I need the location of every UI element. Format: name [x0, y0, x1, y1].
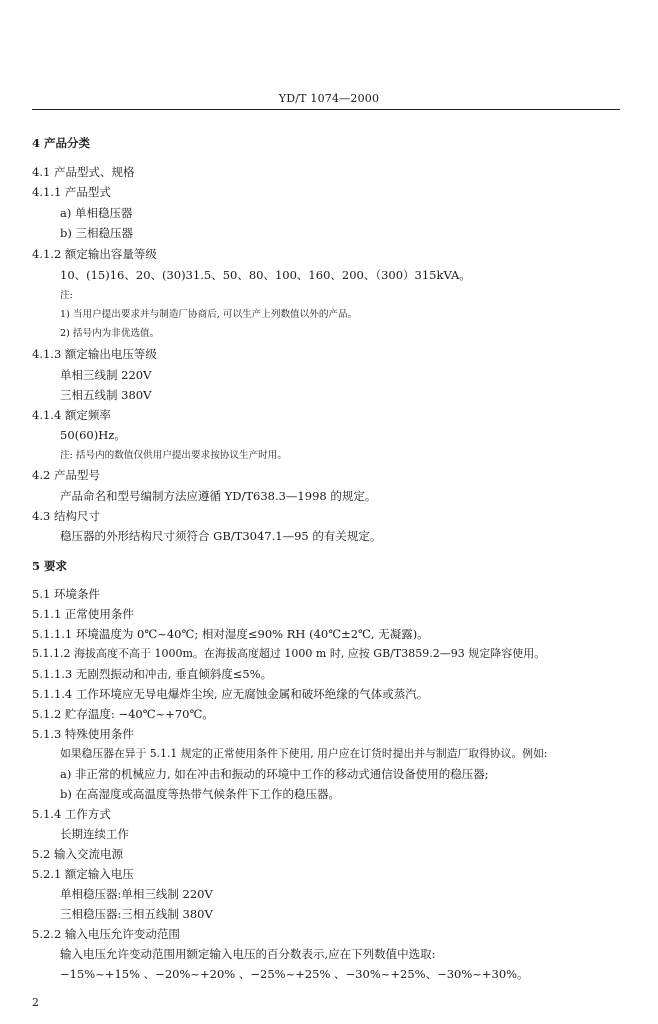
- section-4-3-heading: 4.3 结构尺寸: [32, 509, 100, 523]
- clause-5-1-1-4: 5.1.1.4 工作环境应无导电爆炸尘埃, 应无腐蚀金属和破坏绝缘的气体或蒸汽。: [32, 687, 429, 701]
- clause-5-1-1-2: 5.1.1.2 海拔高度不高于 1000m。在海拔高度超过 1000 m 时, 应按 GB/T3859.2—93 规定降容使用。: [32, 647, 546, 660]
- list-item: a) 单相稳压器: [60, 206, 133, 220]
- list-item: b) 在高湿度或高温度等热带气候条件下工作的稳压器。: [60, 787, 341, 801]
- page-number: 2: [32, 996, 39, 1009]
- body-text: −15%~+15% 、−20%~+20% 、−25%~+25% 、−30%~+25%、−30%~+30%。: [60, 967, 529, 981]
- clause-5-1-1-3: 5.1.1.3 无剧烈振动和冲击, 垂直倾斜度≤5%。: [32, 667, 273, 681]
- clause-5-1-1-1: 5.1.1.1 环境温度为 0℃~40℃; 相对湿度≤90% RH (40℃±2℃, 无凝露)。: [32, 627, 429, 641]
- body-text: 三相五线制 380V: [60, 388, 152, 402]
- body-text: 如果稳压器在异于 5.1.1 规定的正常使用条件下使用, 用户应在订货时提出并与制造厂取得协议。例如:: [60, 747, 548, 760]
- body-text: 产品命名和型号编制方法应遵循 YD/T638.3—1998 的规定。: [60, 489, 377, 503]
- section-4-2-heading: 4.2 产品型号: [32, 468, 100, 482]
- section-5-2-1-heading: 5.2.1 额定输入电压: [32, 867, 134, 881]
- list-item: b) 三相稳压器: [60, 226, 134, 240]
- note-item: 2) 括号内为非优选值。: [60, 328, 160, 339]
- body-text: 稳压器的外形结构尺寸须符合 GB/T3047.1—95 的有关规定。: [60, 529, 382, 543]
- body-text: 单相三线制 220V: [60, 368, 152, 382]
- body-text: 10、(15)16、20、(30)31.5、50、80、100、160、200、（300）315kVA。: [60, 268, 471, 282]
- note-label: 注:: [60, 290, 73, 301]
- section-4-1-3-heading: 4.1.3 额定输出电压等级: [32, 347, 157, 361]
- header-rule: [32, 109, 620, 110]
- section-5-heading: 5 要求: [32, 559, 68, 573]
- section-4-1-heading: 4.1 产品型式、规格: [32, 165, 135, 179]
- clause-5-1-2: 5.1.2 贮存温度: −40℃~+70℃。: [32, 707, 214, 721]
- header-doc-code: YD/T 1074—2000: [278, 92, 380, 105]
- section-4-heading: 4 产品分类: [32, 136, 91, 150]
- section-5-1-4-heading: 5.1.4 工作方式: [32, 807, 111, 821]
- note-item: 1) 当用户提出要求并与制造厂协商后, 可以生产上列数值以外的产品。: [60, 309, 358, 320]
- section-5-1-3-heading: 5.1.3 特殊使用条件: [32, 727, 134, 741]
- body-text: 50(60)Hz。: [60, 428, 126, 442]
- section-5-2-heading: 5.2 输入交流电源: [32, 847, 123, 861]
- section-5-1-heading: 5.1 环境条件: [32, 587, 100, 601]
- note-text: 注: 括号内的数值仅供用户提出要求按协议生产时用。: [60, 450, 287, 461]
- list-item: a) 非正常的机械应力, 如在冲击和振动的环境中工作的移动式通信设备使用的稳压器;: [60, 767, 489, 781]
- body-text: 长期连续工作: [60, 827, 129, 841]
- section-5-1-1-heading: 5.1.1 正常使用条件: [32, 607, 134, 621]
- section-5-2-2-heading: 5.2.2 输入电压允许变动范围: [32, 927, 180, 941]
- section-4-1-4-heading: 4.1.4 额定频率: [32, 408, 111, 422]
- body-text: 单相稳压器:单相三线制 220V: [60, 887, 213, 901]
- section-4-1-2-heading: 4.1.2 额定输出容量等级: [32, 247, 157, 261]
- body-text: 三相稳压器:三相五线制 380V: [60, 907, 213, 921]
- body-text: 输入电压允许变动范围用额定输入电压的百分数表示,应在下列数值中选取:: [60, 947, 436, 961]
- section-4-1-1-heading: 4.1.1 产品型式: [32, 185, 111, 199]
